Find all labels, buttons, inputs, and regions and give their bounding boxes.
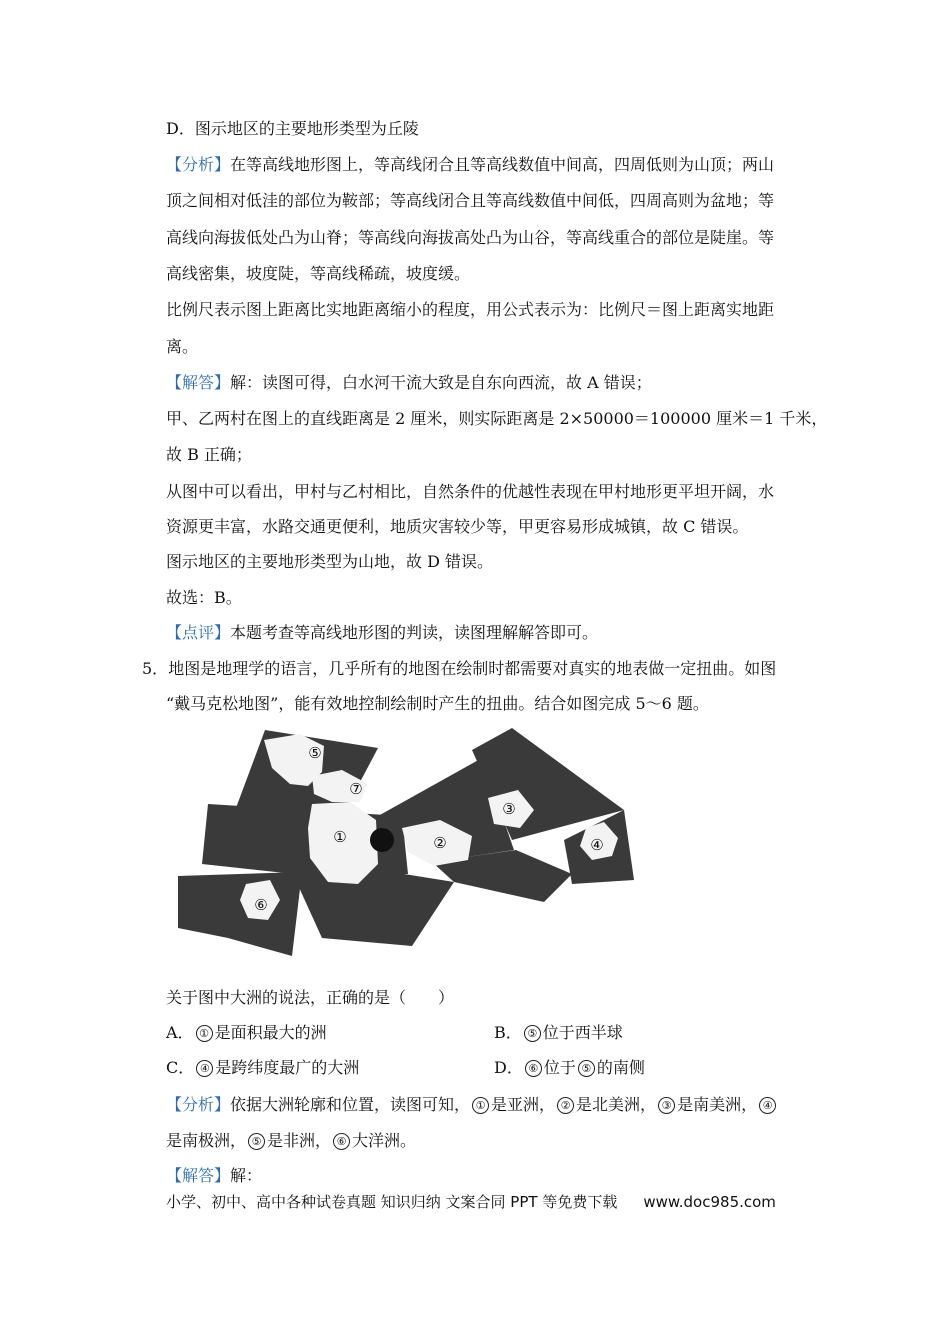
analysis-tag: 【分析】: [166, 155, 231, 174]
q5-analysis-line-2: 是南极洲， ⑤ 是非洲， ⑥ 大洋洲。: [166, 1131, 417, 1150]
q5-answer-line: [166, 1166, 262, 1186]
dymaxion-map-figure: [172, 724, 634, 960]
circled-number: ①: [196, 1025, 213, 1042]
map-label-2: ②: [433, 834, 447, 852]
comment-text: 本题考查等高线地形图的判读，读图理解解答即可。: [230, 623, 599, 642]
analysis-line-2: 顶之间相对低洼的部位为鞍部；等高线闭合且等高线数值中间低，四周高则为盆地；等: [166, 191, 775, 210]
answer-line-1: [166, 373, 652, 393]
scale-line-1: 比例尺表示图上距离比实地距离缩小的程度，用公式表示为：比例尺＝图上距离实地距: [166, 300, 775, 319]
circled-number: ③: [658, 1097, 675, 1114]
page-footer: [166, 1192, 776, 1212]
question-number: 5．: [142, 659, 169, 678]
circled-number: ④: [759, 1097, 776, 1114]
land-dark-center: [370, 828, 394, 852]
circled-number: ⑤: [248, 1133, 265, 1150]
analysis-line-4: 高线密集，坡度陡，等高线稀疏，坡度缓。: [166, 264, 471, 283]
answer-line-5: 资源更丰富，水路交通更便利，地质灾害较少等，甲更容易形成城镇，故 C 错误。: [166, 517, 749, 536]
question-stem-text: 地图是地理学的语言，几乎所有的地图在绘制时都需要对真实的地表做一定扭曲。如图: [168, 659, 777, 678]
circled-number: ④: [196, 1060, 213, 1077]
answer-tag: 【解答】: [166, 373, 231, 392]
analysis-text: 在等高线地形图上，等高线闭合且等高线数值中间高，四周低则为山顶；两山: [230, 155, 775, 174]
q5-analysis-line-1: 【分析】依据大洲轮廓和位置，读图可知， ① 是亚洲， ② 是北美洲， ③ 是南美洲， ④: [166, 1095, 778, 1115]
question-5-stem-1: [142, 659, 776, 679]
map-label-6: ⑥: [254, 896, 268, 914]
circled-number: ⑥: [525, 1060, 542, 1077]
analysis-line-1: [166, 155, 774, 175]
footer-url[interactable]: www.doc985.com: [643, 1193, 776, 1211]
circled-number: ①: [472, 1097, 489, 1114]
option-d-line: D．图示地区的主要地形类型为丘陵: [166, 119, 419, 138]
answer-text: 解：读图可得，白水河干流大致是自东向西流，故 A 错误；: [230, 373, 652, 392]
comment-line: [166, 623, 598, 643]
option-b[interactable]: B． ⑤ 位于西半球: [494, 1023, 623, 1042]
circled-number: ②: [557, 1097, 574, 1114]
answer-line-6: 图示地区的主要地形类型为山地，故 D 错误。: [166, 552, 494, 571]
question-5-stem-2: “戴马克松地图”，能有效地控制绘制时产生的扭曲。结合如图完成 5～6 题。: [166, 694, 709, 713]
circled-number: ⑤: [524, 1025, 541, 1042]
answer-tag: 【解答】: [166, 1166, 231, 1185]
answer-line-7: 故选：B。: [166, 588, 242, 607]
comment-tag: 【点评】: [166, 623, 231, 642]
scale-line-2: 离。: [166, 337, 199, 356]
circled-number: ⑤: [578, 1060, 595, 1077]
analysis-line-3: 高线向海拔低处凸为山脊；等高线向海拔高处凸为山谷，等高线重合的部位是陡崖。等: [166, 228, 775, 247]
footer-text: 小学、初中、高中各种试卷真题 知识归纳 文案合同 PPT 等免费下载: [166, 1193, 618, 1211]
option-d[interactable]: D． ⑥ 位于 ⑤ 的南侧: [494, 1058, 645, 1077]
map-label-1: ①: [333, 828, 347, 846]
map-label-5: ⑤: [308, 744, 322, 762]
analysis-tag: 【分析】: [166, 1095, 231, 1114]
circled-number: ⑥: [333, 1133, 350, 1150]
map-label-4: ④: [590, 836, 604, 854]
answer-line-3: 故 B 正确；: [166, 445, 252, 464]
sea-bottom-mid: [292, 872, 454, 946]
option-c[interactable]: C． ④ 是跨纬度最广的大洲: [166, 1058, 360, 1077]
answer-line-2: 甲、乙两村在图上的直线距离是 2 厘米，则实际距离是 2×50000＝100000 厘米＝1 千米，: [166, 409, 828, 428]
sea-bottom-left: [178, 872, 302, 956]
answer-line-4: 从图中可以看出，甲村与乙村相比，自然条件的优越性表现在甲村地形更平坦开阔，水: [166, 482, 775, 501]
map-label-7: ⑦: [349, 780, 363, 798]
answer-text: 解：: [230, 1166, 263, 1185]
map-label-3: ③: [502, 800, 516, 818]
option-a[interactable]: A． ① 是面积最大的洲: [166, 1023, 327, 1042]
question-5-prompt: 关于图中大洲的说法，正确的是（ ）: [166, 988, 455, 1007]
